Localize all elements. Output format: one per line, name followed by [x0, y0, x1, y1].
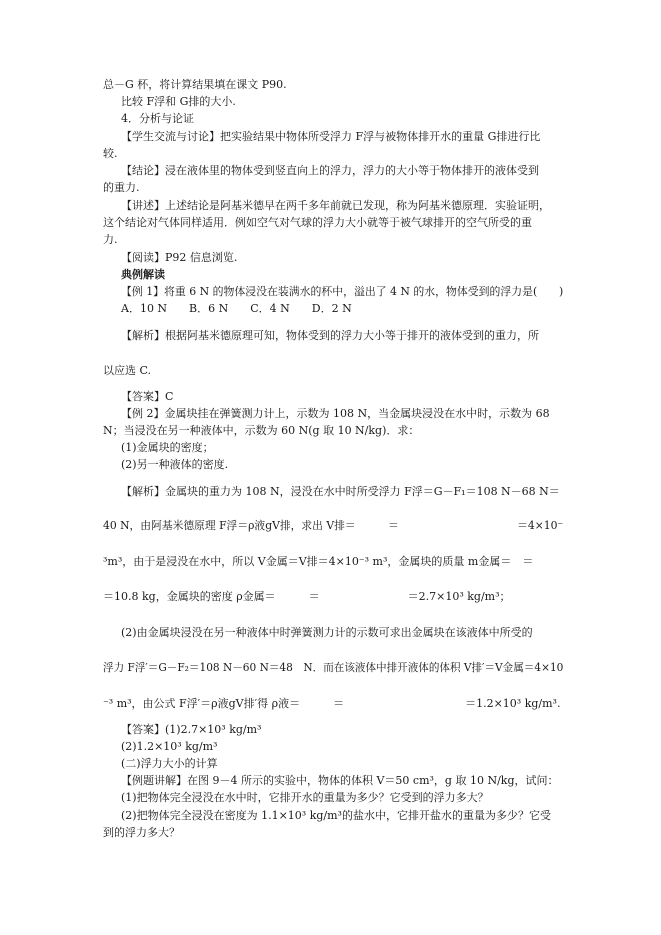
- line-22: 【解析】金属块的重力为 108 N，浸没在水中时所受浮力 F浮＝G－F₁＝108 N－68 N＝: [121, 485, 560, 498]
- line-07: 的重力.: [103, 181, 140, 194]
- line-23: 40 N，由阿基米德原理 F浮＝ρ液gV排，求出 V排＝ ＝ ＝4×10⁻: [103, 519, 564, 532]
- line-27: 浮力 F浮′＝G－F₂＝108 N－60 N＝48 N．而在该液体中排开液体的体积 V排′＝V金属＝4×10: [103, 661, 564, 674]
- line-26: (2)由金属块浸没在另一种液体中时弹簧测力计的示数可求出金属块在该液体中所受的: [121, 626, 533, 639]
- line-35: 到的浮力多大？: [103, 826, 180, 839]
- line-13: 【例 1】将重 6 N 的物体浸没在装满水的杯中，溢出了 4 N 的水，物体受到的浮力是( ): [121, 285, 564, 298]
- section-heading-examples: 典例解读: [121, 268, 165, 281]
- line-10: 力.: [103, 233, 118, 246]
- line-21: (2)另一种液体的密度.: [121, 458, 229, 471]
- line-14: A．10 N B．6 N C．4 N D．2 N: [121, 302, 352, 315]
- line-06: 【结论】浸在液体里的物体受到竖直向上的浮力，浮力的大小等于物体排开的液体受到: [121, 164, 539, 177]
- line-20: (1)金属块的密度；: [121, 441, 214, 454]
- line-33: (1)把物体完全浸没在水中时，它排开水的重量为多少？它受到的浮力多大？: [121, 791, 489, 804]
- line-09: 这个结论对气体同样适用．例如空气对气球的浮力大小就等于被气球排开的空气所受的重: [103, 216, 532, 229]
- line-34: (2)把物体完全浸没在密度为 1.1×10³ kg/m³的盐水中，它排开盐水的重量为多少？它受: [121, 809, 551, 822]
- line-19: N；当浸没在另一种液体中，示数为 60 N(g 取 10 N/kg)．求：: [103, 424, 420, 437]
- line-16: 以应选 C.: [103, 364, 152, 377]
- line-05: 较.: [103, 147, 118, 160]
- line-08: 【讲述】上述结论是阿基米德早在两千多年前就已发现，称为阿基米德原理．实验证明，: [121, 199, 550, 212]
- line-02: 比较 F浮和 G排的大小.: [121, 95, 236, 108]
- line-24: ³m³，由于是浸没在水中，所以 V金属＝V排＝4×10⁻³ m³，金属块的质量 m金属＝ ＝: [103, 555, 534, 568]
- line-29: 【答案】(1)2.7×10³ kg/m³: [121, 723, 262, 736]
- line-15: 【解析】根据阿基米德原理可知，物体受到的浮力大小等于排开的液体受到的重力，所: [121, 329, 539, 342]
- line-30: (2)1.2×10³ kg/m³: [121, 740, 218, 753]
- line-25: ＝10.8 kg，金属块的密度 ρ金属＝ ＝ ＝2.7×10³ kg/m³；: [103, 590, 511, 603]
- line-17: 【答案】C: [121, 390, 174, 403]
- line-31: (二)浮力大小的计算: [121, 757, 218, 770]
- line-18: 【例 2】金属块挂在弹簧测力计上，示数为 108 N，当金属块浸没在水中时，示数为 68: [121, 407, 550, 420]
- line-32: 【例题讲解】在图 9－4 所示的实验中，物体的体积 V＝50 cm³，g 取 10 N/kg，试问：: [121, 774, 559, 787]
- line-03: 4．分析与论证: [121, 112, 194, 125]
- line-28: ⁻³ m³，由公式 F浮′＝ρ液gV排′得 ρ液＝ ＝ ＝1.2×10³ kg/m³.: [103, 697, 561, 710]
- line-11: 【阅读】P92 信息浏览.: [121, 251, 238, 264]
- line-04: 【学生交流与讨论】把实验结果中物体所受浮力 F浮与被物体排开水的重量 G排进行比: [121, 130, 541, 143]
- line-01: 总－G 杯，将计算结果填在课文 P90.: [103, 78, 287, 91]
